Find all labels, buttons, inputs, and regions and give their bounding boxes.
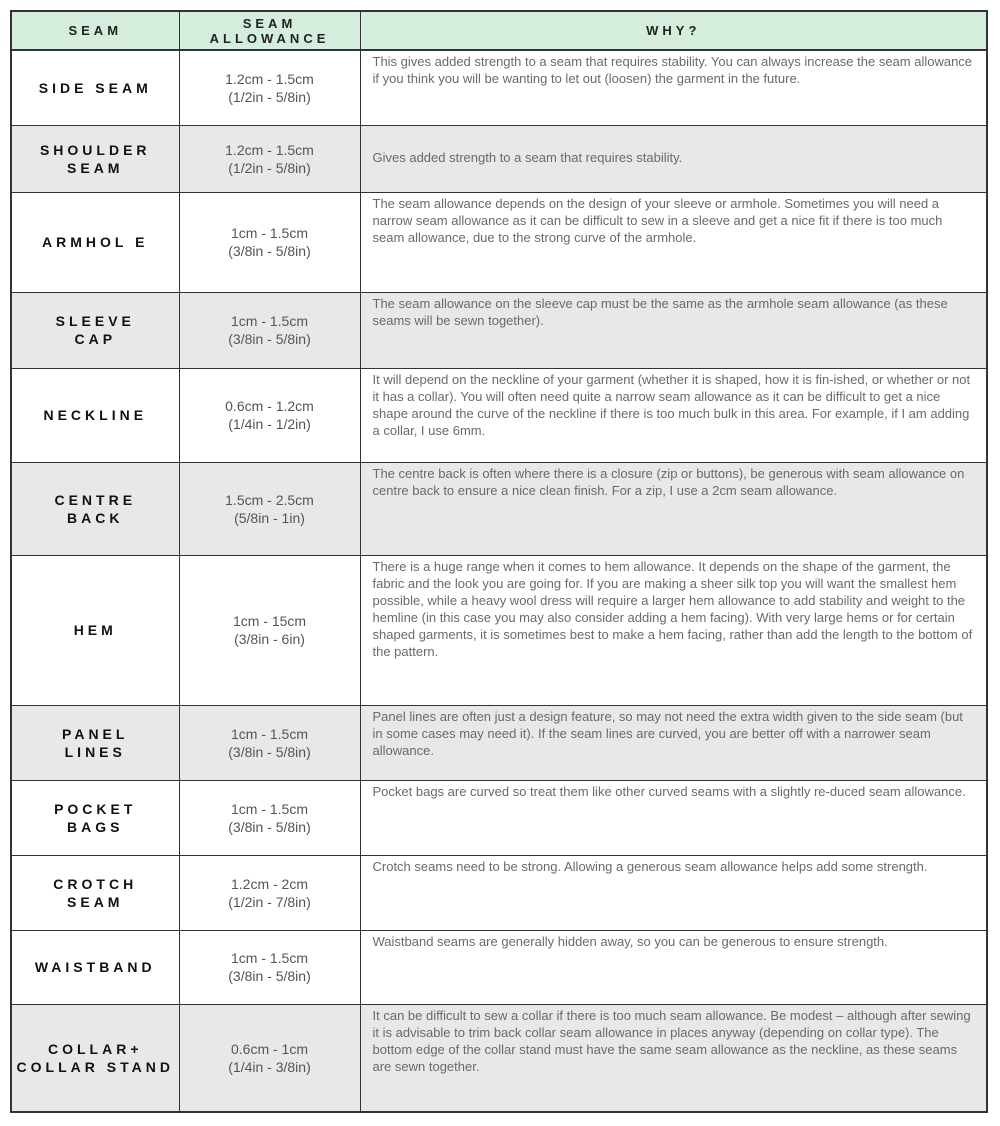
seam-allowance-value (179, 855, 360, 930)
seam-allowance-value (179, 292, 360, 368)
seam-name-line: SEAM (67, 893, 124, 910)
table-row (11, 930, 987, 1004)
seam-allowance-value (179, 555, 360, 705)
allowance-metric: 1cm - 15cm (232, 613, 307, 629)
seam-name (11, 555, 179, 705)
seam-allowance-value (179, 368, 360, 462)
allowance-imperial: (3/8in - 5/8in) (228, 818, 311, 835)
why-text: Waistband seams are generally hidden away, so you can be generous to ensure strength. (360, 930, 987, 1004)
seam-name-line: LINES (64, 743, 126, 760)
header-why: WHY? (360, 11, 987, 50)
seam-allowance-value (179, 192, 360, 292)
table-row (11, 780, 987, 855)
allowance-metric: 1.5cm - 2.5cm (225, 491, 314, 508)
header-allowance-line1: SEAM (242, 15, 297, 31)
allowance-imperial: (3/8in - 5/8in) (228, 743, 311, 760)
seam-name (11, 705, 179, 780)
table-row (11, 555, 987, 705)
allowance-imperial: (1/2in - 5/8in) (228, 88, 311, 105)
seam-name-line: POCKET (54, 800, 137, 817)
seam-name-line: NECKLINE (43, 407, 148, 423)
allowance-metric: 1.2cm - 1.5cm (225, 141, 314, 158)
allowance-imperial: (5/8in - 1in) (234, 509, 305, 526)
allowance-metric: 1cm - 1.5cm (230, 950, 308, 966)
allowance-metric: 1cm - 1.5cm (230, 725, 308, 742)
header-seam-allowance (179, 11, 360, 50)
seam-name (11, 780, 179, 855)
seam-allowance-value (179, 462, 360, 555)
seam-allowance-value (179, 780, 360, 855)
seam-name-line: PANEL (62, 725, 129, 742)
allowance-imperial: (3/8in - 5/8in) (228, 243, 311, 259)
table-row (11, 50, 987, 125)
seam-name-line: SLEEVE (55, 313, 135, 329)
seam-allowance-value (179, 930, 360, 1004)
why-text: The seam allowance depends on the design of your sleeve or armhole. Sometimes you will need a narrow seam allowance as it can be difficult to sew in a sleeve and get a nice fit if there is too much seam allowance, due to the strong curve of the armhole. (360, 192, 987, 292)
seam-name-line: SHOULDER (39, 141, 151, 158)
seam-name-line: CENTRE (54, 491, 137, 508)
seam-name (11, 930, 179, 1004)
why-text: Pocket bags are curved so treat them like other curved seams with a slightly re-duced seam allowance. (360, 780, 987, 855)
allowance-metric: 1cm - 1.5cm (230, 313, 308, 329)
why-text: Gives added strength to a seam that requires stability. (360, 125, 987, 192)
seam-name-line: ARMHOL E (42, 234, 149, 250)
seam-name-line: WAISTBAND (34, 959, 156, 975)
seam-allowance-value (179, 705, 360, 780)
table-header-row (11, 11, 987, 50)
table-row (11, 1004, 987, 1112)
table-row (11, 855, 987, 930)
allowance-imperial: (3/8in - 5/8in) (228, 331, 311, 347)
table-row (11, 705, 987, 780)
seam-name (11, 292, 179, 368)
seam-allowance-value (179, 1004, 360, 1112)
seam-name-line: BAGS (67, 818, 124, 835)
seam-name-line: CAP (74, 331, 117, 347)
allowance-metric: 0.6cm - 1cm (230, 1040, 308, 1057)
allowance-metric: 1.2cm - 1.5cm (225, 70, 314, 87)
seam-allowance-table (10, 10, 988, 1113)
seam-name (11, 192, 179, 292)
allowance-metric: 1cm - 1.5cm (230, 800, 308, 817)
allowance-imperial: (3/8in - 6in) (234, 631, 305, 647)
seam-name-line: SIDE SEAM (38, 79, 152, 96)
seam-name (11, 368, 179, 462)
why-text: Panel lines are often just a design feature, so may not need the extra width given to the side seam (but in some cases may need it). If the seam lines are curved, you are better off with a narrower seam allowance. (360, 705, 987, 780)
seam-allowance-value (179, 50, 360, 125)
seam-name-line: CROTCH (53, 875, 138, 892)
seam-name (11, 855, 179, 930)
why-text: The seam allowance on the sleeve cap must be the same as the armhole seam allowance (as these seams will be sewn together). (360, 292, 987, 368)
allowance-imperial: (3/8in - 5/8in) (228, 968, 311, 984)
seam-allowance-value (179, 125, 360, 192)
why-text: The centre back is often where there is a closure (zip or buttons), be generous with seam allowance on centre back to ensure a nice clean finish. For a zip, I use a 2cm seam allowance. (360, 462, 987, 555)
table-row (11, 125, 987, 192)
allowance-imperial: (1/4in - 3/8in) (228, 1058, 311, 1075)
seam-name (11, 50, 179, 125)
seam-name-line: HEM (73, 622, 117, 638)
allowance-metric: 1cm - 1.5cm (230, 225, 308, 241)
header-seam: SEAM (11, 11, 179, 50)
table-row (11, 462, 987, 555)
header-allowance-line2: ALLOWANCE (209, 30, 330, 46)
seam-name-line: BACK (67, 509, 124, 526)
table-row (11, 192, 987, 292)
allowance-imperial: (1/2in - 7/8in) (228, 893, 311, 910)
seam-name-line: SEAM (67, 159, 124, 176)
allowance-imperial: (1/2in - 5/8in) (228, 159, 311, 176)
seam-name (11, 462, 179, 555)
seam-name-line: COLLAR+ (48, 1040, 143, 1057)
table-row (11, 368, 987, 462)
why-text: This gives added strength to a seam that requires stability. You can always increase the seam allowance if you think you will be wanting to let out (loosen) the garment in the future. (360, 50, 987, 125)
why-text: There is a huge range when it comes to hem allowance. It depends on the shape of the garment, the fabric and the look you are going for. If you are making a sheer silk top you will want the smallest hem possible, while a heavy wool dress will require a larger hem allowance to add stability and weight to the hemline (in this case you may also consider adding a hem facing). With very large hems or for certain shaped garments, it is sometimes best to make a hem facing, rather than add the length to the bottom of the pattern. (360, 555, 987, 705)
why-text: It can be difficult to sew a collar if there is too much seam allowance. Be modest – although after sewing it is advisable to trim back collar seam allowance in places anyway (depending on collar type). The bottom edge of the collar stand must have the same seam allowance as the neckline, as these seams are sewn together. (360, 1004, 987, 1112)
seam-name-line: COLLAR STAND (16, 1058, 174, 1075)
allowance-metric: 0.6cm - 1.2cm (225, 398, 314, 414)
seam-name (11, 1004, 179, 1112)
allowance-metric: 1.2cm - 2cm (230, 875, 308, 892)
seam-name (11, 125, 179, 192)
allowance-imperial: (1/4in - 1/2in) (228, 416, 311, 432)
why-text: It will depend on the neckline of your garment (whether it is shaped, how it is fin-ished, or whether or not it has a collar). You will often need quite a narrow seam allowance as it can be difficult to get a nice shape around the curve of the neckline if there is too much bulk in this area. For example, if I am adding a collar, I use 6mm. (360, 368, 987, 462)
why-text: Crotch seams need to be strong. Allowing a generous seam allowance helps add some strength. (360, 855, 987, 930)
table-row (11, 292, 987, 368)
